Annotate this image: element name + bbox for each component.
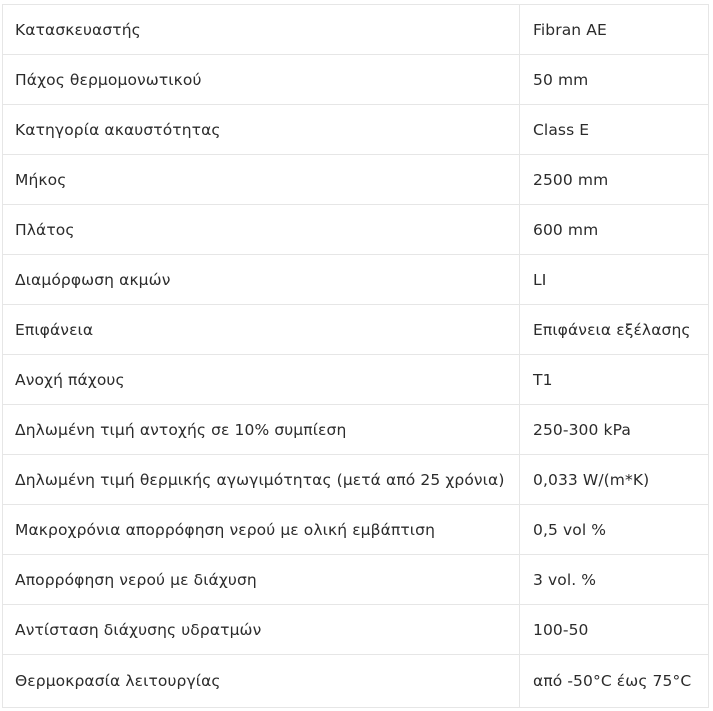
spec-value: Class E [520, 105, 709, 155]
table-row [3, 555, 709, 605]
spec-value: 3 vol. % [520, 555, 709, 605]
spec-label: Διαμόρφωση ακμών [3, 255, 520, 305]
table-row [3, 105, 709, 155]
spec-value: 250-300 kPa [520, 405, 709, 455]
table-row [3, 205, 709, 255]
spec-label: Μακροχρόνια απορρόφηση νερού με ολική εμβάπτιση [3, 505, 520, 555]
table-row [3, 505, 709, 555]
spec-value: Επιφάνεια εξέλασης [520, 305, 709, 355]
spec-value: 2500 mm [520, 155, 709, 205]
spec-label: Επιφάνεια [3, 305, 520, 355]
table-row [3, 405, 709, 455]
table-row [3, 255, 709, 305]
spec-label: Μήκος [3, 155, 520, 205]
spec-label: Δηλωμένη τιμή αντοχής σε 10% συμπίεση [3, 405, 520, 455]
table-row [3, 655, 709, 708]
spec-value: 0,033 W/(m*K) [520, 455, 709, 505]
spec-value: από -50°C έως 75°C [520, 655, 709, 708]
spec-label: Πάχος θερμομονωτικού [3, 55, 520, 105]
spec-value: Fibran AE [520, 5, 709, 55]
spec-value: LI [520, 255, 709, 305]
table-row [3, 305, 709, 355]
spec-label: Θερμοκρασία λειτουργίας [3, 655, 520, 708]
table-row [3, 55, 709, 105]
table-row [3, 455, 709, 505]
spec-label: Απορρόφηση νερού με διάχυση [3, 555, 520, 605]
spec-label: Δηλωμένη τιμή θερμικής αγωγιμότητας (μετά από 25 χρόνια) [3, 455, 520, 505]
specifications-table [2, 4, 709, 708]
spec-value: 100-50 [520, 605, 709, 655]
table-row [3, 5, 709, 55]
spec-value: 600 mm [520, 205, 709, 255]
spec-label: Πλάτος [3, 205, 520, 255]
table-row [3, 605, 709, 655]
spec-value: T1 [520, 355, 709, 405]
spec-label: Κατηγορία ακαυστότητας [3, 105, 520, 155]
spec-value: 0,5 vol % [520, 505, 709, 555]
spec-label: Κατασκευαστής [3, 5, 520, 55]
table-row [3, 355, 709, 405]
table-row [3, 155, 709, 205]
spec-label: Ανοχή πάχους [3, 355, 520, 405]
spec-value: 50 mm [520, 55, 709, 105]
spec-label: Αντίσταση διάχυσης υδρατμών [3, 605, 520, 655]
